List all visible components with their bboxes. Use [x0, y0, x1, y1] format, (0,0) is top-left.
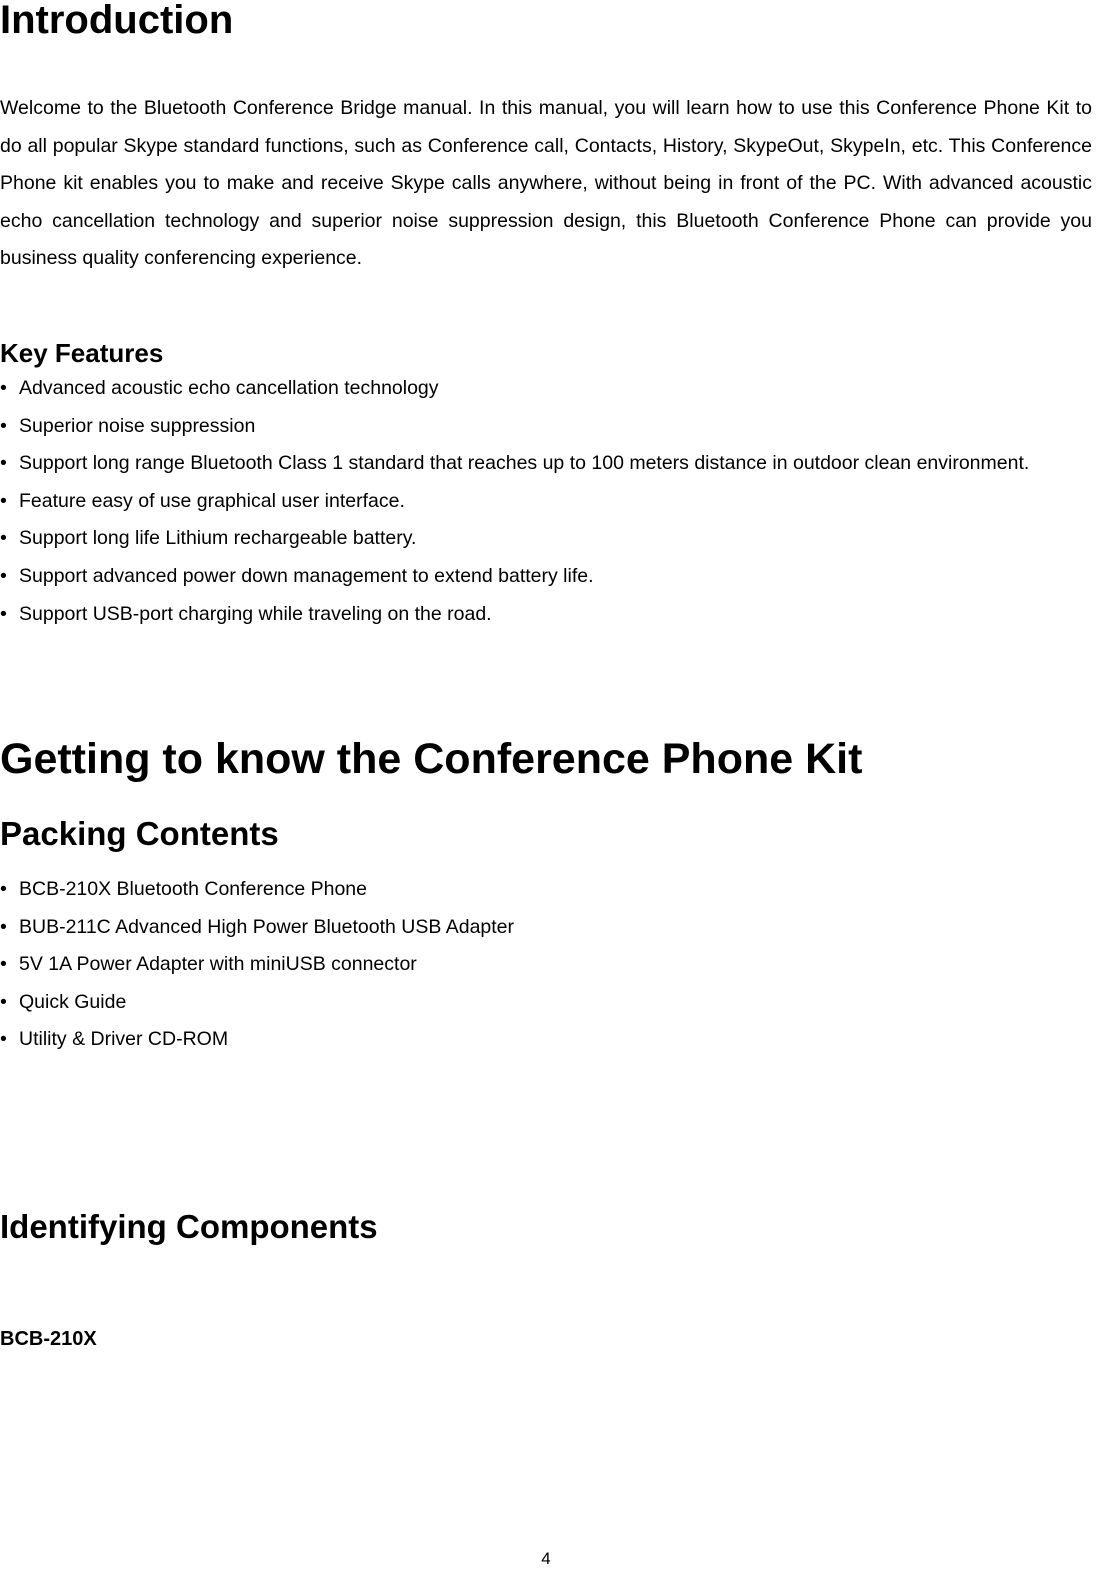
list-item-text: Support USB-port charging while traveling on the road. — [19, 602, 492, 625]
bullet-icon: • — [0, 489, 7, 512]
list-item-text: Support advanced power down management to extend battery life. — [19, 564, 594, 587]
bullet-icon: • — [0, 990, 7, 1013]
list-item — [0, 520, 1092, 558]
list-item — [0, 1021, 1092, 1059]
list-item-text: Quick Guide — [19, 990, 127, 1013]
bullet-icon: • — [0, 1028, 7, 1051]
bullet-icon: • — [0, 564, 7, 587]
key-features-heading: Key Features — [0, 338, 164, 368]
list-item-text: Support long life Lithium rechargeable battery. — [19, 527, 417, 550]
bullet-icon: • — [0, 878, 7, 900]
introduction-heading: Introduction — [0, 0, 234, 42]
list-item-text: Feature easy of use graphical user interface. — [19, 489, 405, 512]
list-item-text: BCB-210X Bluetooth Conference Phone — [19, 878, 367, 900]
list-item — [0, 596, 1092, 634]
bullet-icon: • — [0, 602, 7, 625]
list-item-text: BUB-211C Advanced High Power Bluetooth USB Adapter — [19, 915, 515, 938]
page-number: 4 — [541, 1549, 551, 1568]
list-item-text: Support long range Bluetooth Class 1 standard that reaches up to 100 meters distance in outdoor clean environment. — [19, 452, 1030, 475]
packing-contents-heading: Packing Contents — [0, 815, 279, 852]
list-item-text: 5V 1A Power Adapter with miniUSB connector — [19, 953, 417, 976]
list-item-text: Superior noise suppression — [19, 414, 256, 437]
list-item-text: Advanced acoustic echo cancellation technology — [19, 377, 439, 399]
packing-contents-list — [0, 871, 1092, 1059]
bullet-icon: • — [0, 915, 7, 938]
list-item — [0, 445, 1092, 483]
bullet-icon: • — [0, 452, 7, 475]
list-item — [0, 871, 1092, 909]
list-item — [0, 370, 1092, 408]
list-item — [0, 483, 1092, 521]
key-features-list — [0, 370, 1092, 633]
introduction-paragraph: Welcome to the Bluetooth Conference Bridge manual. In this manual, you will learn how to use this Conference Phone Kit to do all popular Skype standard functions, such as Conference call, Contacts, History, SkypeOut, SkypeIn, etc. This Conference Phone kit enables you to make and receive Skype calls anywhere, without being in front of the PC. With advanced acoustic echo cancellation technology and superior noise suppression design, this Bluetooth Conference Phone can provide you business quality conferencing experience. — [0, 97, 1092, 270]
list-item — [0, 408, 1092, 446]
getting-to-know-heading: Getting to know the Conference Phone Kit — [0, 735, 863, 783]
identifying-components-heading: Identifying Components — [0, 1208, 378, 1245]
list-item — [0, 984, 1092, 1022]
list-item — [0, 909, 1092, 947]
list-item — [0, 558, 1092, 596]
list-item — [0, 946, 1092, 984]
bullet-icon: • — [0, 377, 7, 399]
list-item-text: Utility & Driver CD-ROM — [19, 1028, 229, 1051]
bullet-icon: • — [0, 527, 7, 550]
model-label: BCB-210X — [0, 1328, 97, 1350]
bullet-icon: • — [0, 953, 7, 976]
bullet-icon: • — [0, 414, 7, 437]
